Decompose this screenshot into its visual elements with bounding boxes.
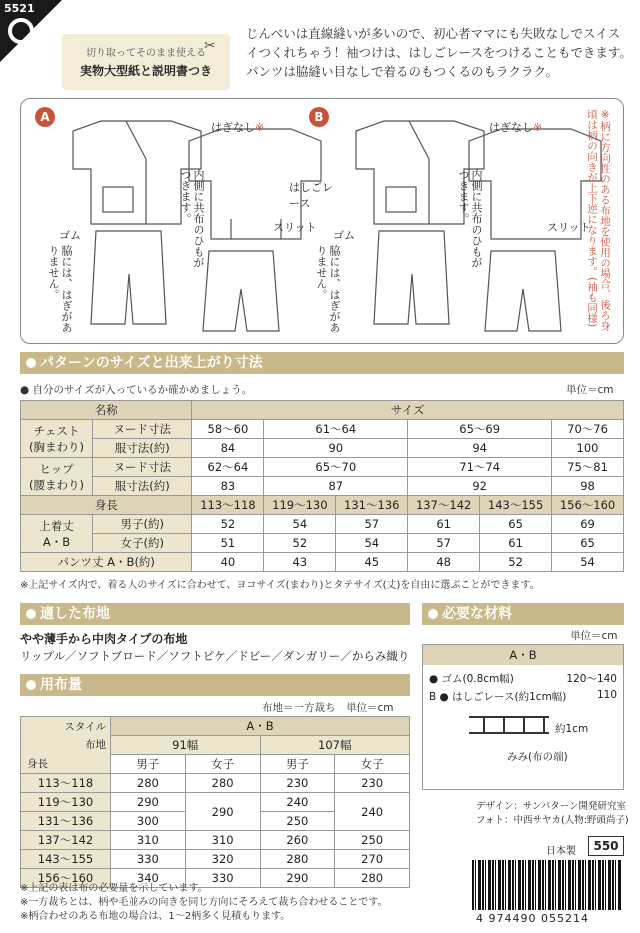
ladder-lace-label: はしごレース: [289, 181, 333, 210]
note-mark: ※: [533, 121, 543, 134]
material-lace-value: 110: [596, 689, 617, 701]
chest-label-2: (胸まわり): [29, 439, 84, 454]
barcode-icon: [472, 860, 622, 910]
height-label: 身長: [27, 758, 48, 770]
size-section-header: [20, 352, 624, 374]
row-height: 113〜118: [21, 774, 111, 793]
material-row-elastic: [423, 665, 623, 686]
table-cell: 240: [260, 793, 335, 812]
table-cell: 75〜81: [552, 458, 624, 477]
yardage-section-header: [20, 674, 410, 696]
boy-header: 男子: [111, 755, 186, 774]
chest-finished-label: 服寸法(約): [93, 439, 192, 458]
table-cell: 310: [185, 831, 260, 850]
table-row: [21, 553, 624, 572]
style-label: スタイル: [64, 721, 106, 733]
illustration-panel: [20, 98, 624, 344]
hip-label-2: (腰まわり): [29, 477, 84, 492]
table-cell: 57: [336, 515, 408, 534]
table-cell: 61: [408, 515, 480, 534]
girl-label: 女子(約): [93, 534, 192, 553]
side-seam-note-a: 脇には、はぎがありません。: [47, 245, 73, 333]
table-cell: 57: [408, 534, 480, 553]
note-mark: ※: [255, 121, 265, 134]
table-cell: 65: [480, 515, 552, 534]
size-footnote: ※上記サイズ内で、着る人のサイズに合わせて、ヨコサイズ(まわり)とタテサイズ(丈)を自由に選ぶことができます。: [20, 580, 540, 591]
hip-label: [21, 458, 93, 496]
fabric-types: リップル／ソフトブロード／ソフトピケ／ドビー／ダンガリー／からみ織り: [20, 649, 410, 663]
table-row: [21, 439, 624, 458]
table-row: [21, 793, 410, 812]
table-row: [21, 717, 410, 736]
size-section-title: パターンのサイズと出来上がり寸法: [40, 355, 263, 371]
brand-logo-icon: [8, 18, 34, 44]
row-height: 137〜142: [21, 831, 111, 850]
boy-header: 男子: [260, 755, 335, 774]
no-seam-label-a: [211, 119, 264, 135]
yardage-section-title: 用布量: [40, 677, 82, 693]
table-cell: 310: [111, 831, 186, 850]
row-height: 143〜155: [21, 850, 111, 869]
material-elastic: ● ゴム(0.8cm幅): [429, 673, 514, 685]
intro-text: [246, 24, 634, 81]
no-seam-text: はぎなし: [489, 121, 533, 134]
table-cell: 280: [335, 869, 410, 888]
no-seam-text: はぎなし: [211, 121, 255, 134]
table-cell: 87: [264, 477, 408, 496]
intro-line: パンツは脇縫い目なしで着るのもつくるのもラクラク。: [246, 64, 559, 79]
materials-section-header: [422, 603, 624, 625]
table-cell: 280: [185, 774, 260, 793]
table-cell: 48: [408, 553, 480, 572]
table-cell: 119〜130: [264, 496, 336, 515]
price-box: 550: [588, 836, 624, 856]
table-cell: 260: [260, 831, 335, 850]
table-row: [21, 401, 624, 420]
hip-label-1: ヒップ: [39, 461, 74, 476]
table-cell: 65〜69: [408, 420, 552, 439]
table-cell: 156〜160: [552, 496, 624, 515]
table-cell: 230: [335, 774, 410, 793]
table-cell: 143〜155: [480, 496, 552, 515]
no-seam-label-b: [489, 119, 542, 135]
table-cell: 83: [192, 477, 264, 496]
table-cell: 90: [264, 439, 408, 458]
yardage-table: [20, 716, 410, 888]
width-91: 91幅: [111, 736, 261, 755]
table-cell: 230: [260, 774, 335, 793]
fabric-weight: やや薄手から中肉タイプの布地: [20, 632, 188, 646]
table-cell: 51: [192, 534, 264, 553]
table-cell: 65〜70: [264, 458, 408, 477]
table-cell: 330: [185, 869, 260, 888]
header-name: 名称: [21, 401, 192, 420]
table-row: [21, 831, 410, 850]
table-cell: 113〜118: [192, 496, 264, 515]
header-size: サイズ: [192, 401, 624, 420]
yardage-notes: [20, 882, 460, 924]
table-cell: 250: [335, 831, 410, 850]
top-label-1: 上着丈: [39, 518, 74, 533]
table-cell: 300: [111, 812, 186, 831]
pattern-direction-note: ※柄に方向性のある布地を使用の場合、後ろ身頃は柄の向きが上下逆になります。(袖も同様): [586, 109, 611, 331]
tag-line-1: 切り取ってそのまま使える: [86, 48, 206, 59]
table-cell: 270: [335, 850, 410, 869]
inner-tie-note-a: 内側に共布のひもがつきます。: [179, 169, 205, 268]
height-label: 身長: [21, 496, 192, 515]
table-cell: 69: [552, 515, 624, 534]
table-row: [21, 477, 624, 496]
table-cell: 250: [260, 812, 335, 831]
table-row: [21, 774, 410, 793]
materials-unit: 単位＝cm: [570, 630, 618, 642]
table-cell: 290: [111, 793, 186, 812]
table-cell: 240: [335, 793, 410, 831]
table-cell: 54: [336, 534, 408, 553]
hip-finished-label: 服寸法(約): [93, 477, 192, 496]
materials-header: A・B: [423, 645, 623, 665]
hip-nude-label: ヌード寸法: [93, 458, 192, 477]
fabric-section-header: [20, 603, 410, 625]
table-cell: 71〜74: [408, 458, 552, 477]
materials-box: [422, 644, 624, 790]
table-row: [21, 850, 410, 869]
table-cell: 98: [552, 477, 624, 496]
table-cell: 92: [408, 477, 552, 496]
table-cell: 61: [480, 534, 552, 553]
side-seam-note-b: 脇には、はぎがありません。: [315, 245, 341, 333]
elastic-label-a: ゴム: [59, 229, 81, 242]
table-cell: 340: [111, 869, 186, 888]
table-row: [21, 496, 624, 515]
width-107: 107幅: [260, 736, 410, 755]
tag-line-2: 実物大型紙と説明書つき: [79, 64, 212, 78]
corner-cell: [21, 717, 111, 774]
top-label-2: A・B: [42, 534, 71, 549]
table-cell: 320: [185, 850, 260, 869]
row-height: 131〜136: [21, 812, 111, 831]
table-row: [21, 534, 624, 553]
table-cell: 52: [192, 515, 264, 534]
row-height: 156〜160: [21, 869, 111, 888]
intro-line: じんべいは直線縫いが多いので、初心者ママにも失敗なしでスイス: [246, 26, 621, 41]
yardage-note: ※上記の表は布の必要量を示しています。: [20, 883, 208, 894]
table-cell: 54: [264, 515, 336, 534]
ladder-lace-diagram: [469, 707, 549, 751]
scissors-icon: ✂: [204, 38, 216, 54]
material-row-lace: [423, 686, 623, 704]
chest-label: [21, 420, 93, 458]
material-elastic-value: 120〜140: [566, 673, 617, 685]
yardage-note: ※柄合わせのある布地の場合は、1〜2柄多く見積もります。: [20, 911, 291, 922]
style-a-badge: A: [35, 107, 55, 127]
table-cell: 84: [192, 439, 264, 458]
made-in: 日本製: [546, 846, 576, 857]
selvage-label: みみ(布の端): [507, 751, 568, 763]
table-cell: 280: [111, 774, 186, 793]
barcode-number: 4 974490 055214: [476, 912, 589, 925]
table-cell: 100: [552, 439, 624, 458]
lace-width-label: 約1cm: [555, 723, 589, 735]
girl-header: 女子: [335, 755, 410, 774]
table-row: [21, 515, 624, 534]
size-lead: ● 自分のサイズが入っているか確かめましょう。: [20, 384, 253, 396]
style-value: A・B: [111, 717, 410, 736]
chest-label-1: チェスト: [33, 423, 80, 438]
table-cell: 45: [336, 553, 408, 572]
table-cell: 94: [408, 439, 552, 458]
fabric-section-title: 適した布地: [40, 606, 110, 622]
table-row: [21, 458, 624, 477]
row-height: 119〜130: [21, 793, 111, 812]
style-b-badge: B: [309, 107, 329, 127]
photo-credit: フォト：中西サヤカ(人物:野頭尚子): [476, 815, 629, 826]
table-cell: 43: [264, 553, 336, 572]
design-credit: デザイン：サンパターン開発研究室: [476, 801, 627, 812]
table-cell: 52: [264, 534, 336, 553]
table-cell: 65: [552, 534, 624, 553]
pants-length-label: パンツ丈 A・B(約): [21, 553, 192, 572]
table-cell: 40: [192, 553, 264, 572]
yardage-note: ※一方裁ちとは、柄や毛並みの向きを同じ方向にそろえて裁ち合わせることです。: [20, 897, 388, 908]
table-cell: 54: [552, 553, 624, 572]
size-unit: 単位＝cm: [566, 384, 614, 396]
material-lace: B ● はしごレース(約1cm幅): [429, 691, 567, 703]
table-cell: 280: [260, 850, 335, 869]
table-cell: 61〜64: [264, 420, 408, 439]
intro-line: イつくれちゃう！袖つけは、はしごレースをつけることもできます。: [246, 45, 632, 60]
inner-tie-note-b: 内側に共布のひもがつきます。: [457, 169, 483, 268]
fabric-label: 布地: [85, 739, 106, 751]
slit-label-b: スリット: [547, 221, 591, 234]
table-cell: 131〜136: [336, 496, 408, 515]
size-table: [20, 400, 624, 572]
boy-label: 男子(約): [93, 515, 192, 534]
elastic-label-b: ゴム: [333, 229, 355, 242]
table-cell: 290: [185, 793, 260, 831]
table-row: [21, 420, 624, 439]
table-cell: 330: [111, 850, 186, 869]
table-cell: 137〜142: [408, 496, 480, 515]
yardage-meta: 布地＝一方裁ち 単位＝cm: [262, 702, 394, 714]
table-cell: 70〜76: [552, 420, 624, 439]
table-cell: 58〜60: [192, 420, 264, 439]
chest-nude-label: ヌード寸法: [93, 420, 192, 439]
slit-label-a: スリット: [273, 221, 317, 234]
girl-header: 女子: [185, 755, 260, 774]
product-code: 5521: [4, 2, 35, 15]
table-cell: 62〜64: [192, 458, 264, 477]
table-cell: 52: [480, 553, 552, 572]
materials-section-title: 必要な材料: [442, 606, 512, 622]
top-length-label: [21, 515, 93, 553]
table-cell: 290: [260, 869, 335, 888]
